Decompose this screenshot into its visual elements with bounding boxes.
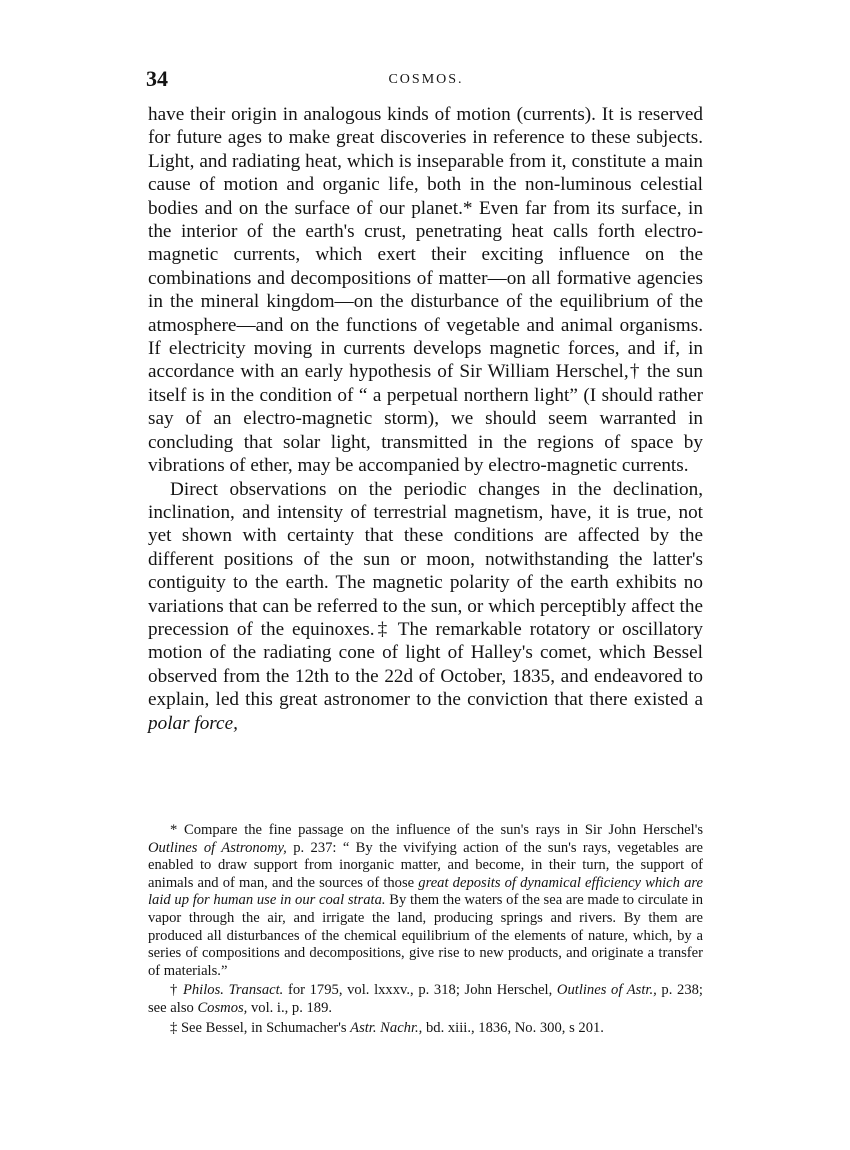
footnote-text: for 1795, vol. lxxxv., p. 318; John Herschel, [283,982,557,999]
paragraph: have their origin in analogous kinds of motion (currents). It is reserved for future ages to make great discoveries in reference to these subjects. Light, and radiating heat, which is inseparable from it, constitute a main cause of motion and organic life, both in the non-luminous celestial bodies and on the surface of our planet.* Even far from its surface, in the interior of the earth's crust, penetrating heat calls forth electro-magnetic currents, which exert their exciting influence on the combinations and decompositions of matter—on all formative agencies in the mineral kingdom—on the disturbance of the equilibrium of the atmosphere—and on the functions of vegetable and animal organisms. If electricity moving in currents develops magnetic forces, and if, in accordance with an early hypothesis of Sir William Herschel,† the sun itself is in the condition of “ a perpetual northern light” (I should rather say of an electro-magnetic storm), we should seem warranted in concluding that solar light, transmitted in the regions of space by vibrations of ether, may be accompanied by electro-magnetic currents. [148,104,703,477]
footnote-italic: Outlines of Astr., [556,982,657,999]
footnote-italic: Cosmos, [197,999,248,1016]
footnotes [148,822,703,1037]
paragraph-text: Direct observations on the periodic changes in the declination, inclination, and intensity of terrestrial magnetism, have, it is true, not yet shown with certainty that these conditions are affected by the different positions of the sun or moon, notwithstanding the latter's contiguity to the earth. The magnetic polarity of the earth exhibits no variations that can be referred to the sun, or which perceptibly affect the precession of the equinoxes.‡ The remarkable rotatory or oscillatory motion of the radiating cone of light of Halley's comet, which Bessel observed from the 12th to the 22d of October, 1835, and endeavored to explain, led this great astronomer to the conviction that there existed a [148,478,703,711]
footnote-text: * Compare the fine passage on the influence of the sun's rays in Sir John Herschel's [170,822,703,838]
body-text [148,103,703,735]
paragraph [148,478,703,735]
footnote [148,1020,703,1038]
footnote-italic: Outlines of Astronomy, [148,839,287,856]
footnote-text: bd. xiii., 1836, No. 300, s 201. [422,1019,604,1036]
running-title: COSMOS. [388,72,464,87]
running-head [146,66,706,96]
footnote-italic: Astr. Nachr., [350,1019,423,1036]
footnote-text: p. 238; see also [148,982,703,1016]
footnote [148,822,703,980]
footnote-text: † [170,982,183,999]
footnote-italic: great deposits of dynamical efficiency which are laid up for human use in our coal strata. [148,874,704,909]
footnote-italic: Philos. Transact. [182,982,284,999]
page-number: 34 [146,66,168,91]
footnote-text: p. 237: “ By the vivifying action of the sun's rays, vegetables are enabled to draw support from inorganic matter, and become, in their turn, the support of animals and of man, and the sources of those [148,839,703,891]
footnote-text: vol. i., p. 189. [247,999,333,1016]
footnote [148,982,703,1017]
footnote-text: ‡ See Bessel, in Schumacher's [170,1019,351,1036]
footnote-text: By them the waters of the sea are made to circulate in vapor through the air, and irrigate the land, producing springs and rivers. By them are produced all disturbances of the chemical equilibrium of the elements of nature, which, by a series of compositions and decompositions, give rise to new products, and originate a transfer of materials.” [148,892,703,979]
italic-phrase: polar force, [148,712,238,734]
